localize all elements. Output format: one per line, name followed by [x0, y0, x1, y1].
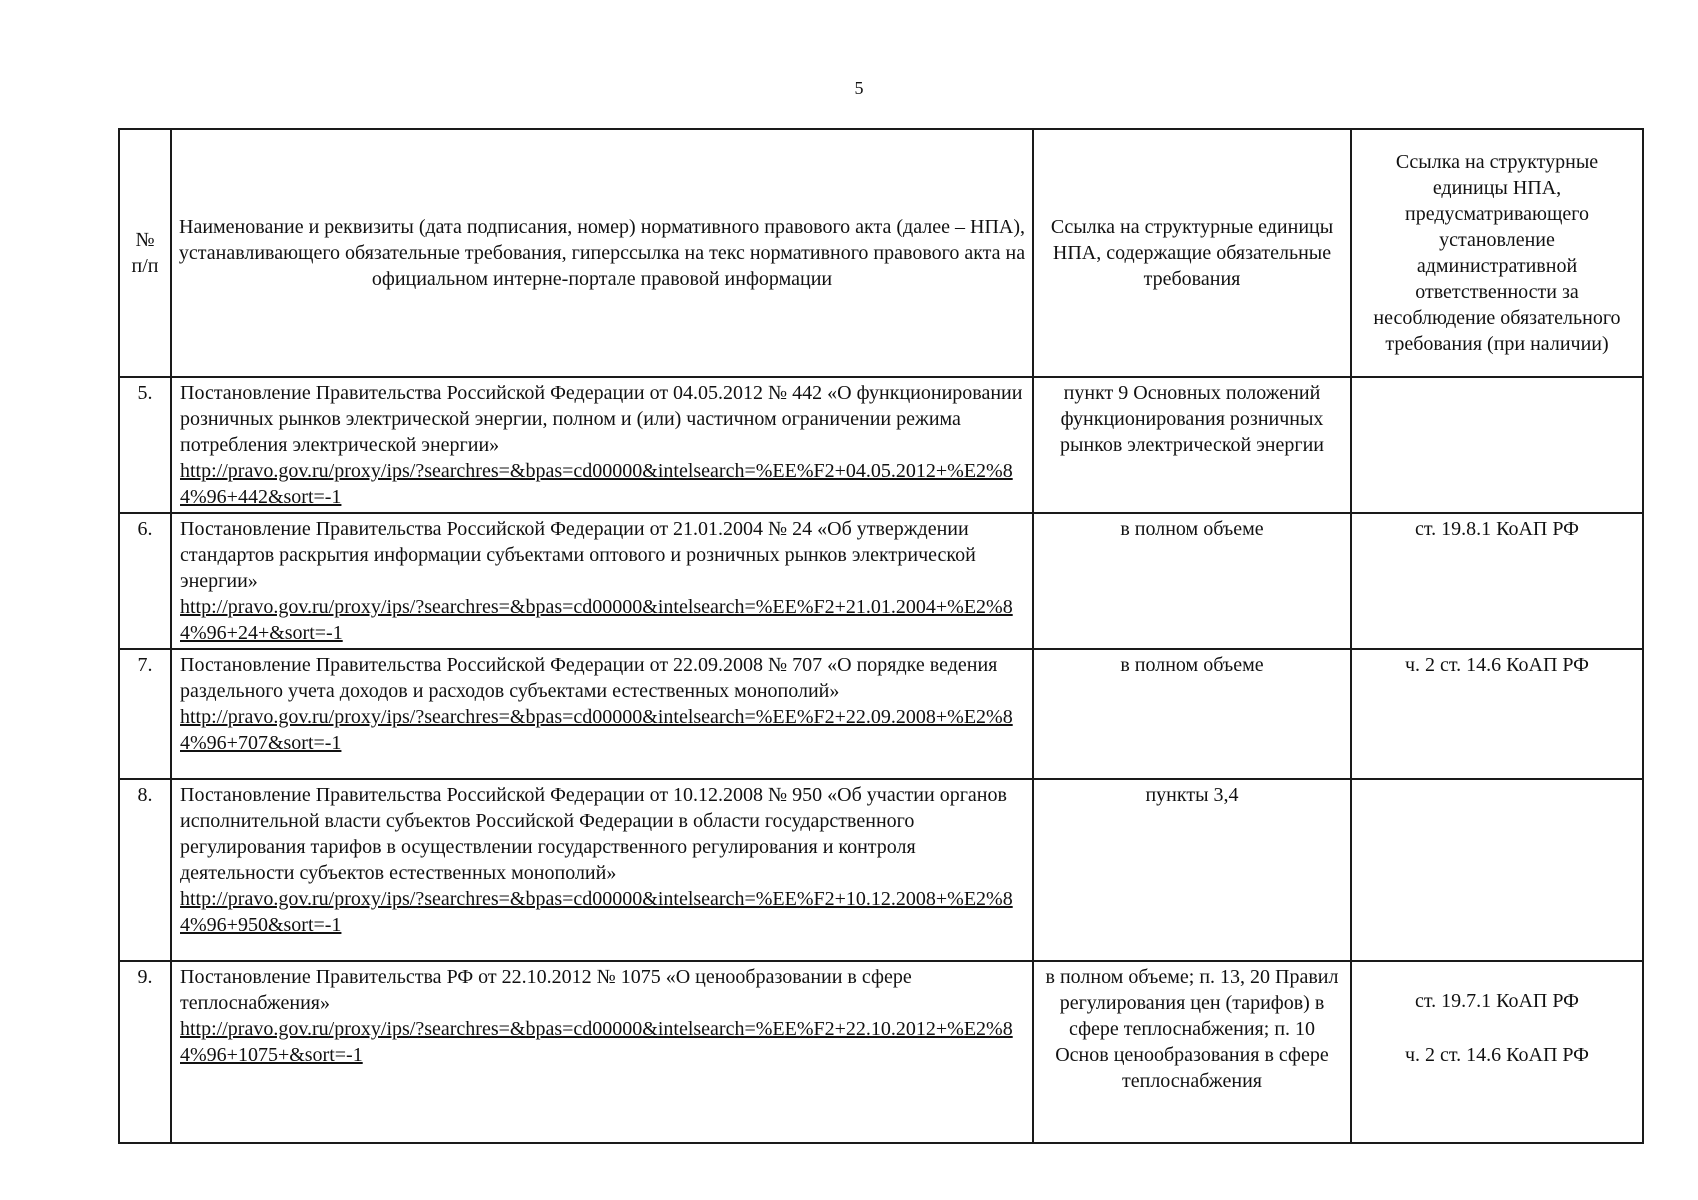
liability-line: ст. 19.7.1 КоАП РФ — [1415, 990, 1579, 1012]
liability-line: ч. 2 ст. 14.6 КоАП РФ — [1405, 1044, 1589, 1066]
table-row — [119, 961, 1643, 1143]
row-number: 8. — [119, 779, 171, 961]
liability-ref: ст. 19.8.1 КоАП РФ — [1351, 513, 1643, 649]
liability-ref — [1351, 961, 1643, 1143]
requirement-ref: в полном объеме — [1033, 513, 1351, 649]
row-number: 9. — [119, 961, 171, 1143]
act-link[interactable]: http://pravo.gov.ru/proxy/ips/?searchres=&bpas=cd00000&intelsearch=%EE%F2+22.10.2012+%E2%84%96+1075+&sort=-1 — [180, 1018, 1013, 1066]
act-cell — [171, 961, 1033, 1143]
act-cell — [171, 377, 1033, 513]
act-title: Постановление Правительства Российской Федерации от 04.05.2012 № 442 «О функционировании розничных рынков электрической энергии, полном и (или) частичном ограничении режима потребления электрической энергии» — [180, 382, 1023, 456]
table-row — [119, 649, 1643, 779]
header-ref: Ссылка на структурные единицы НПА, содержащие обязательные требования — [1033, 129, 1351, 377]
act-cell — [171, 779, 1033, 961]
table-row — [119, 513, 1643, 649]
act-link[interactable]: http://pravo.gov.ru/proxy/ips/?searchres=&bpas=cd00000&intelsearch=%EE%F2+10.12.2008+%E2%84%96+950&sort=-1 — [180, 888, 1013, 936]
requirement-ref: пункт 9 Основных положений функционирования розничных рынков электрической энергии — [1033, 377, 1351, 513]
header-num: № п/п — [119, 129, 171, 377]
header-resp: Ссылка на структурные единицы НПА, предусматривающего установление административной ответственности за несоблюдение обязательного требования (при наличии) — [1351, 129, 1643, 377]
requirement-ref: в полном объеме — [1033, 649, 1351, 779]
page-number: 5 — [854, 78, 864, 98]
table-row — [119, 779, 1643, 961]
act-cell — [171, 649, 1033, 779]
table-row — [119, 377, 1643, 513]
row-number: 7. — [119, 649, 171, 779]
header-name: Наименование и реквизиты (дата подписания, номер) нормативного правового акта (далее – НПА), устанавливающего обязательные требования, гиперссылка на текс нормативного правового акта на официальном интерне-портале правовой информации — [171, 129, 1033, 377]
act-link[interactable]: http://pravo.gov.ru/proxy/ips/?searchres=&bpas=cd00000&intelsearch=%EE%F2+04.05.2012+%E2%84%96+442&sort=-1 — [180, 460, 1013, 508]
act-title: Постановление Правительства РФ от 22.10.2012 № 1075 «О ценообразовании в сфере теплоснабжения» — [180, 966, 912, 1014]
act-cell — [171, 513, 1033, 649]
act-title: Постановление Правительства Российской Федерации от 22.09.2008 № 707 «О порядке ведения раздельного учета доходов и расходов субъектами естественных монополий» — [180, 654, 998, 702]
liability-ref: ч. 2 ст. 14.6 КоАП РФ — [1351, 649, 1643, 779]
liability-ref — [1351, 779, 1643, 961]
requirement-ref: в полном объеме; п. 13, 20 Правил регулирования цен (тарифов) в сфере теплоснабжения; п. 10 Основ ценообразования в сфере теплоснабжения — [1033, 961, 1351, 1143]
row-number: 6. — [119, 513, 171, 649]
row-number: 5. — [119, 377, 171, 513]
table-header-row — [119, 129, 1643, 377]
act-title: Постановление Правительства Российской Федерации от 10.12.2008 № 950 «Об участии органов исполнительной власти субъектов Российской Федерации в области государственного регулирования тарифов в осуществлении государственного регулирования и контроля деятельности субъектов естественных монополий» — [180, 784, 1007, 884]
act-link[interactable]: http://pravo.gov.ru/proxy/ips/?searchres=&bpas=cd00000&intelsearch=%EE%F2+22.09.2008+%E2%84%96+707&sort=-1 — [180, 706, 1013, 754]
act-link[interactable]: http://pravo.gov.ru/proxy/ips/?searchres=&bpas=cd00000&intelsearch=%EE%F2+21.01.2004+%E2%84%96+24+&sort=-1 — [180, 596, 1013, 644]
liability-ref — [1351, 377, 1643, 513]
requirements-table — [118, 128, 1644, 1144]
act-title: Постановление Правительства Российской Федерации от 21.01.2004 № 24 «Об утверждении стандартов раскрытия информации субъектами оптового и розничных рынков электрической энергии» — [180, 518, 976, 592]
requirement-ref: пункты 3,4 — [1033, 779, 1351, 961]
